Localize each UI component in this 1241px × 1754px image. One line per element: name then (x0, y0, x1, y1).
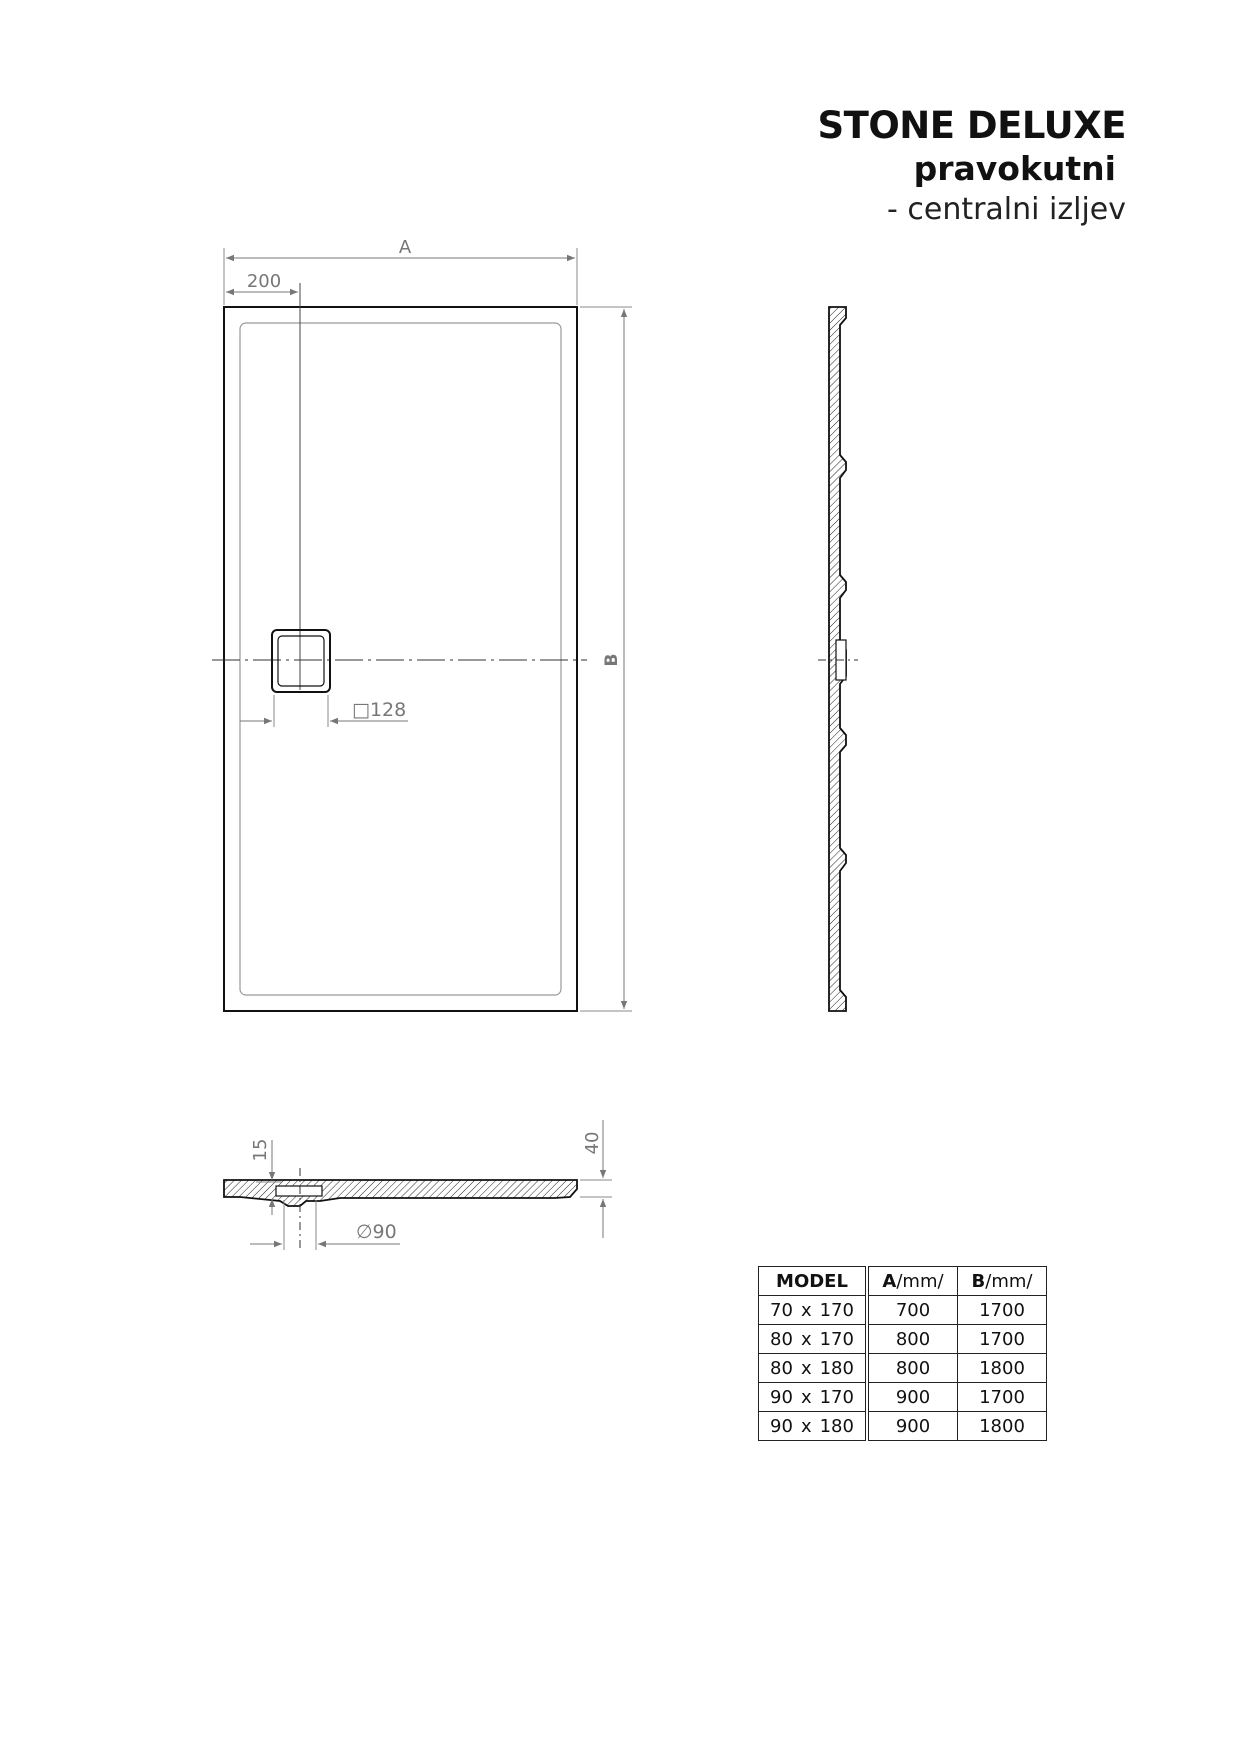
dimension-tray-height (580, 1120, 612, 1238)
table-row (759, 1383, 1047, 1412)
dimension-drain-depth (250, 1139, 282, 1215)
table-row (759, 1296, 1047, 1325)
b-value-cell: 1700 (958, 1296, 1047, 1325)
a-value-cell: 800 (867, 1354, 958, 1383)
drain-grate (272, 630, 330, 692)
a-value-cell: 700 (867, 1296, 958, 1325)
model-cell: 90 x 180 (759, 1412, 868, 1441)
front-drain-body (276, 1186, 322, 1196)
dimension-drain-size-label: □128 (352, 699, 407, 721)
header-a: A/mm/ (867, 1267, 958, 1296)
table-row (759, 1412, 1047, 1441)
a-value-cell: 900 (867, 1412, 958, 1441)
dimension-drain-size (240, 695, 408, 727)
table-header-row (759, 1267, 1047, 1296)
b-value-cell: 1700 (958, 1325, 1047, 1354)
dimension-b-label: B (602, 653, 622, 667)
tray-outline (224, 307, 577, 1011)
table-row (759, 1354, 1047, 1383)
model-cell: 90 x 170 (759, 1383, 868, 1412)
model-cell: 80 x 180 (759, 1354, 868, 1383)
dimension-drain-offset-label: 200 (246, 271, 282, 292)
header-model: MODEL (759, 1267, 868, 1296)
model-cell: 70 x 170 (759, 1296, 868, 1325)
model-cell: 80 x 170 (759, 1325, 868, 1354)
side-view (818, 307, 858, 1011)
a-value-cell: 900 (867, 1383, 958, 1412)
dimension-drain-offset (226, 271, 300, 690)
b-value-cell: 1800 (958, 1412, 1047, 1441)
dimension-b (580, 307, 632, 1011)
table-row (759, 1325, 1047, 1354)
b-value-cell: 1800 (958, 1354, 1047, 1383)
dimension-drain-depth-label: 15 (250, 1138, 271, 1162)
b-value-cell: 1700 (958, 1383, 1047, 1412)
top-view (212, 237, 632, 1011)
dimension-tray-height-label: 40 (582, 1131, 603, 1155)
dimension-a-label: A (398, 237, 412, 258)
dimension-outlet-diameter-label: ∅90 (356, 1221, 397, 1243)
tray-inner-border (240, 323, 561, 995)
front-section (224, 1120, 612, 1250)
model-size-table (758, 1266, 1047, 1441)
product-drain-type: - centralni izljev (887, 192, 1126, 227)
a-value-cell: 800 (867, 1325, 958, 1354)
product-name: STONE DELUXE (817, 104, 1126, 147)
header-b: B/mm/ (958, 1267, 1047, 1296)
product-shape: pravokutni (913, 149, 1116, 188)
